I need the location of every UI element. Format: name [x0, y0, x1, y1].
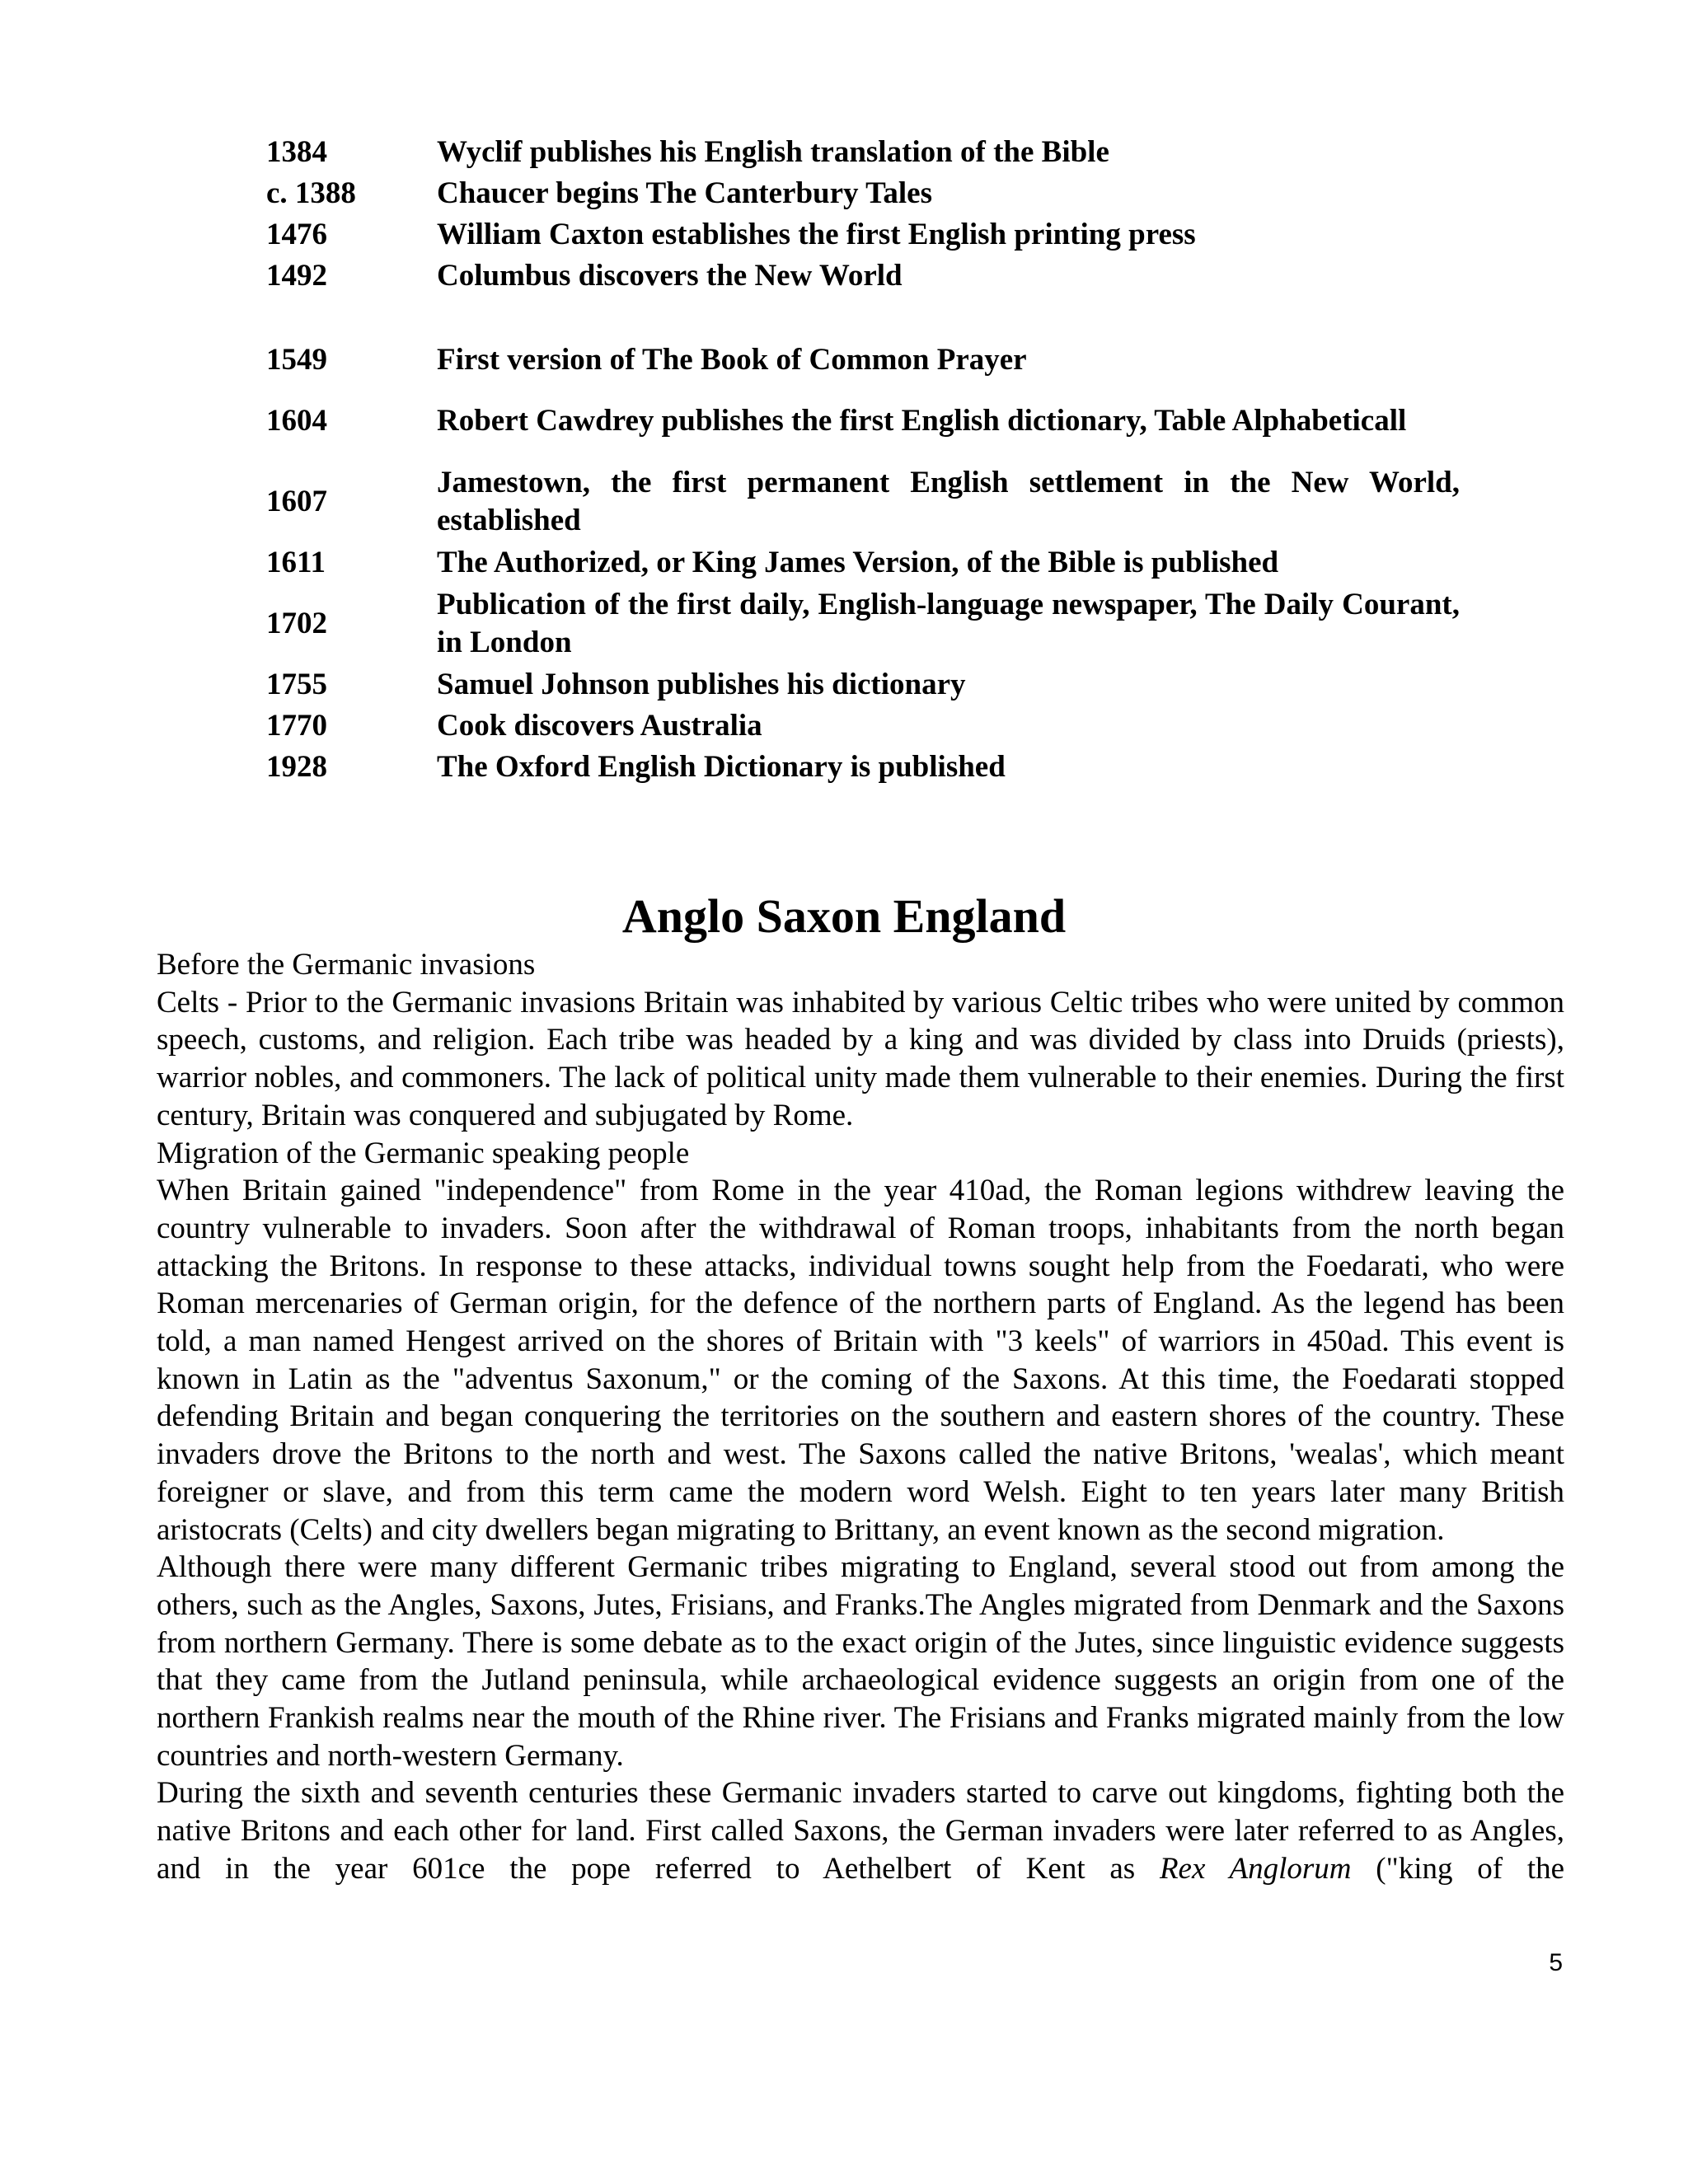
timeline-table [266, 132, 1460, 788]
timeline-event: Publication of the first daily, English-language newspaper, The Daily Courant, in London [437, 588, 1460, 659]
timeline-row [266, 340, 1460, 381]
timeline-year: 1549 [266, 343, 327, 377]
timeline-event: First version of The Book of Common Prayer [437, 343, 1027, 377]
paragraph-kingdoms [157, 1774, 1564, 1887]
timeline-event: Cook discovers Australia [437, 709, 762, 743]
timeline-row [266, 747, 1460, 788]
timeline-row [266, 132, 1460, 173]
timeline-event: Jamestown, the first permanent English settlement in the New World, established [437, 466, 1460, 537]
timeline-year: 1384 [266, 135, 327, 169]
page-number: 5 [1549, 1949, 1563, 1976]
timeline-event: Samuel Johnson publishes his dictionary [437, 668, 966, 701]
timeline-year: c. 1388 [266, 176, 356, 210]
timeline-row [266, 583, 1460, 664]
timeline-year: 1611 [266, 546, 326, 579]
body-text [157, 946, 1564, 1888]
timeline-year: 1476 [266, 218, 327, 251]
timeline-event: The Authorized, or King James Version, of the Bible is published [437, 546, 1279, 579]
timeline-row [266, 542, 1460, 583]
paragraph-kingdoms-end: ("king of the [1376, 1851, 1565, 1886]
timeline-year: 1607 [266, 485, 327, 518]
timeline-year: 1492 [266, 259, 327, 293]
timeline-year: 1755 [266, 668, 327, 701]
timeline-year: 1604 [266, 404, 327, 438]
paragraph-tribes: Although there were many different Germanic tribes migrating to England, several stood out from among the others, such as the Angles, Saxons, Jutes, Frisians, and Franks.The Angles migrated from Denmark and the Saxons from northern Germany. There is some debate as to the exact origin of the Jutes, since linguistic evidence suggests that they came from the Jutland peninsula, while archaeological evidence suggests an origin from one of the northern Frankish realms near the mouth of the Rhine river. The Frisians and Franks migrated mainly from the low countries and north-western Germany. [157, 1550, 1564, 1773]
timeline-year: 1702 [266, 607, 327, 640]
paragraph-celts: Celts - Prior to the Germanic invasions Britain was inhabited by various Celtic tribes who were united by common speech, customs, and religion. Each tribe was headed by a king and was divided by class into Druids (priests), warrior nobles, and commoners. The lack of political unity made them vulnerable to their enemies. During the first century, Britain was conquered and subjugated by Rome. [157, 985, 1564, 1132]
timeline-year: 1770 [266, 709, 327, 743]
timeline-row [266, 255, 1460, 297]
timeline-event: Wyclif publishes his English translation of the Bible [437, 135, 1109, 169]
timeline-event: Robert Cawdrey publishes the first English dictionary, Table Alphabeticall [437, 404, 1407, 438]
timeline-event: Chaucer begins The Canterbury Tales [437, 176, 932, 210]
timeline-row [266, 173, 1460, 214]
timeline-row [266, 705, 1460, 747]
timeline-row [266, 664, 1460, 705]
timeline-year: 1928 [266, 750, 327, 784]
subheading-before-invasions: Before the Germanic invasions [157, 948, 536, 982]
timeline-event: William Caxton establishes the first English printing press [437, 218, 1196, 251]
rex-anglorum-italic: Rex Anglorum [1159, 1851, 1352, 1886]
timeline-spacer [266, 297, 1460, 340]
paragraph-kingdoms-start: During the sixth and seventh centuries these Germanic invaders started to carve out kingdoms, fighting both the native Britons and each other for land. First called Saxons, the German invaders were later referred to as Angles, and in the year 601ce the pope referred to Aethelbert of Kent as [157, 1776, 1564, 1886]
timeline-event: The Oxford English Dictionary is published [437, 750, 1006, 784]
subheading-migration: Migration of the Germanic speaking people [157, 1136, 690, 1170]
timeline-row [266, 462, 1460, 542]
section-title: Anglo Saxon England [621, 889, 1067, 943]
timeline-row [266, 381, 1460, 462]
timeline-event: Columbus discovers the New World [437, 259, 903, 293]
paragraph-independence: When Britain gained "independence" from Rome in the year 410ad, the Roman legions withdrew leaving the country vulnerable to invaders. Soon after the withdrawal of Roman troops, inhabitants from the north began attacking the Britons. In response to these attacks, individual towns sought help from the Foedarati, who were Roman mercenaries of German origin, for the defence of the northern parts of England. As the legend has been told, a man named Hengest arrived on the shores of Britain with "3 keels" of warriors in 450ad. This event is known in Latin as the "adventus Saxonum," or the coming of the Saxons. At this time, the Foedarati stopped defending Britain and began conquering the territories on the southern and eastern shores of the country. These invaders drove the Britons to the north and west. The Saxons called the native Britons, 'wealas', which meant foreigner or slave, and from this term came the modern word Welsh. Eight to ten years later many British aristocrats (Celts) and city dwellers began migrating to Brittany, an event known as the second migration. [157, 1174, 1564, 1547]
timeline-row [266, 214, 1460, 255]
